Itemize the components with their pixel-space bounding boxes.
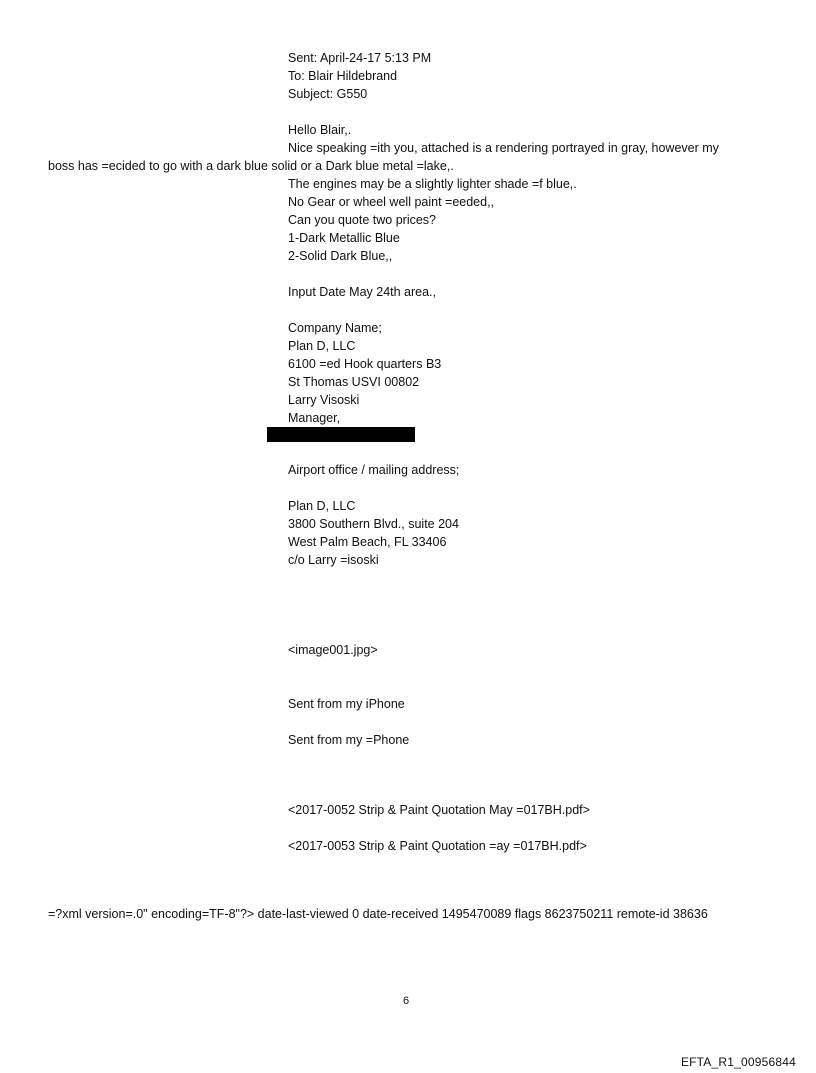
airport-attn: c/o Larry =isoski bbox=[288, 553, 379, 567]
airport-city: West Palm Beach, FL 33406 bbox=[288, 535, 447, 549]
airport-name: Plan D, LLC bbox=[288, 499, 356, 513]
to-line: To: Blair Hildebrand bbox=[288, 69, 398, 83]
body-line-3: No Gear or wheel well paint =eeded,, bbox=[288, 195, 495, 209]
sent-line: Sent: April-24-17 5:13 PM bbox=[288, 51, 432, 65]
airport-street: 3800 Southern Blvd., suite 204 bbox=[288, 517, 459, 531]
sent-from-1: Sent from my iPhone bbox=[288, 697, 405, 711]
greeting: Hello Blair,. bbox=[288, 123, 352, 137]
body-line-5: 1-Dark Metallic Blue bbox=[288, 231, 400, 245]
body-line-2: The engines may be a slightly lighter shade =f blue,. bbox=[288, 177, 577, 191]
body-line-1b: boss has =ecided to go with a dark blue solid or a Dark blue metal =lake,. bbox=[48, 159, 454, 173]
airport-label: Airport office / mailing address; bbox=[288, 463, 460, 477]
company-label: Company Name; bbox=[288, 321, 382, 335]
body-line-6: 2-Solid Dark Blue,, bbox=[288, 249, 393, 263]
xml-metadata-line: =?xml version=.0" encoding=TF-8"?> date-last-viewed 0 date-received 1495470089 flags 8623750211 remote-id 38636 bbox=[48, 907, 708, 921]
subject-line: Subject: G550 bbox=[288, 87, 368, 101]
body-line-1a: Nice speaking =ith you, attached is a rendering portrayed in gray, however my bbox=[288, 141, 719, 155]
company-city: St Thomas USVI 00802 bbox=[288, 375, 420, 389]
company-name: Plan D, LLC bbox=[288, 339, 356, 353]
pdf-attachment-1: <2017-0052 Strip & Paint Quotation May =017BH.pdf> bbox=[288, 803, 590, 817]
page-number: 6 bbox=[403, 995, 410, 1007]
redaction-bar bbox=[267, 427, 415, 442]
image-attachment: <image001.jpg> bbox=[288, 643, 378, 657]
pdf-attachment-2: <2017-0053 Strip & Paint Quotation =ay =017BH.pdf> bbox=[288, 839, 587, 853]
document-id: EFTA_R1_00956844 bbox=[680, 1055, 796, 1069]
sent-from-2: Sent from my =Phone bbox=[288, 733, 410, 747]
company-street: 6100 =ed Hook quarters B3 bbox=[288, 357, 442, 371]
company-title: Manager, bbox=[288, 411, 341, 425]
input-date: Input Date May 24th area., bbox=[288, 285, 437, 299]
company-contact: Larry Visoski bbox=[288, 393, 360, 407]
body-line-4: Can you quote two prices? bbox=[288, 213, 437, 227]
